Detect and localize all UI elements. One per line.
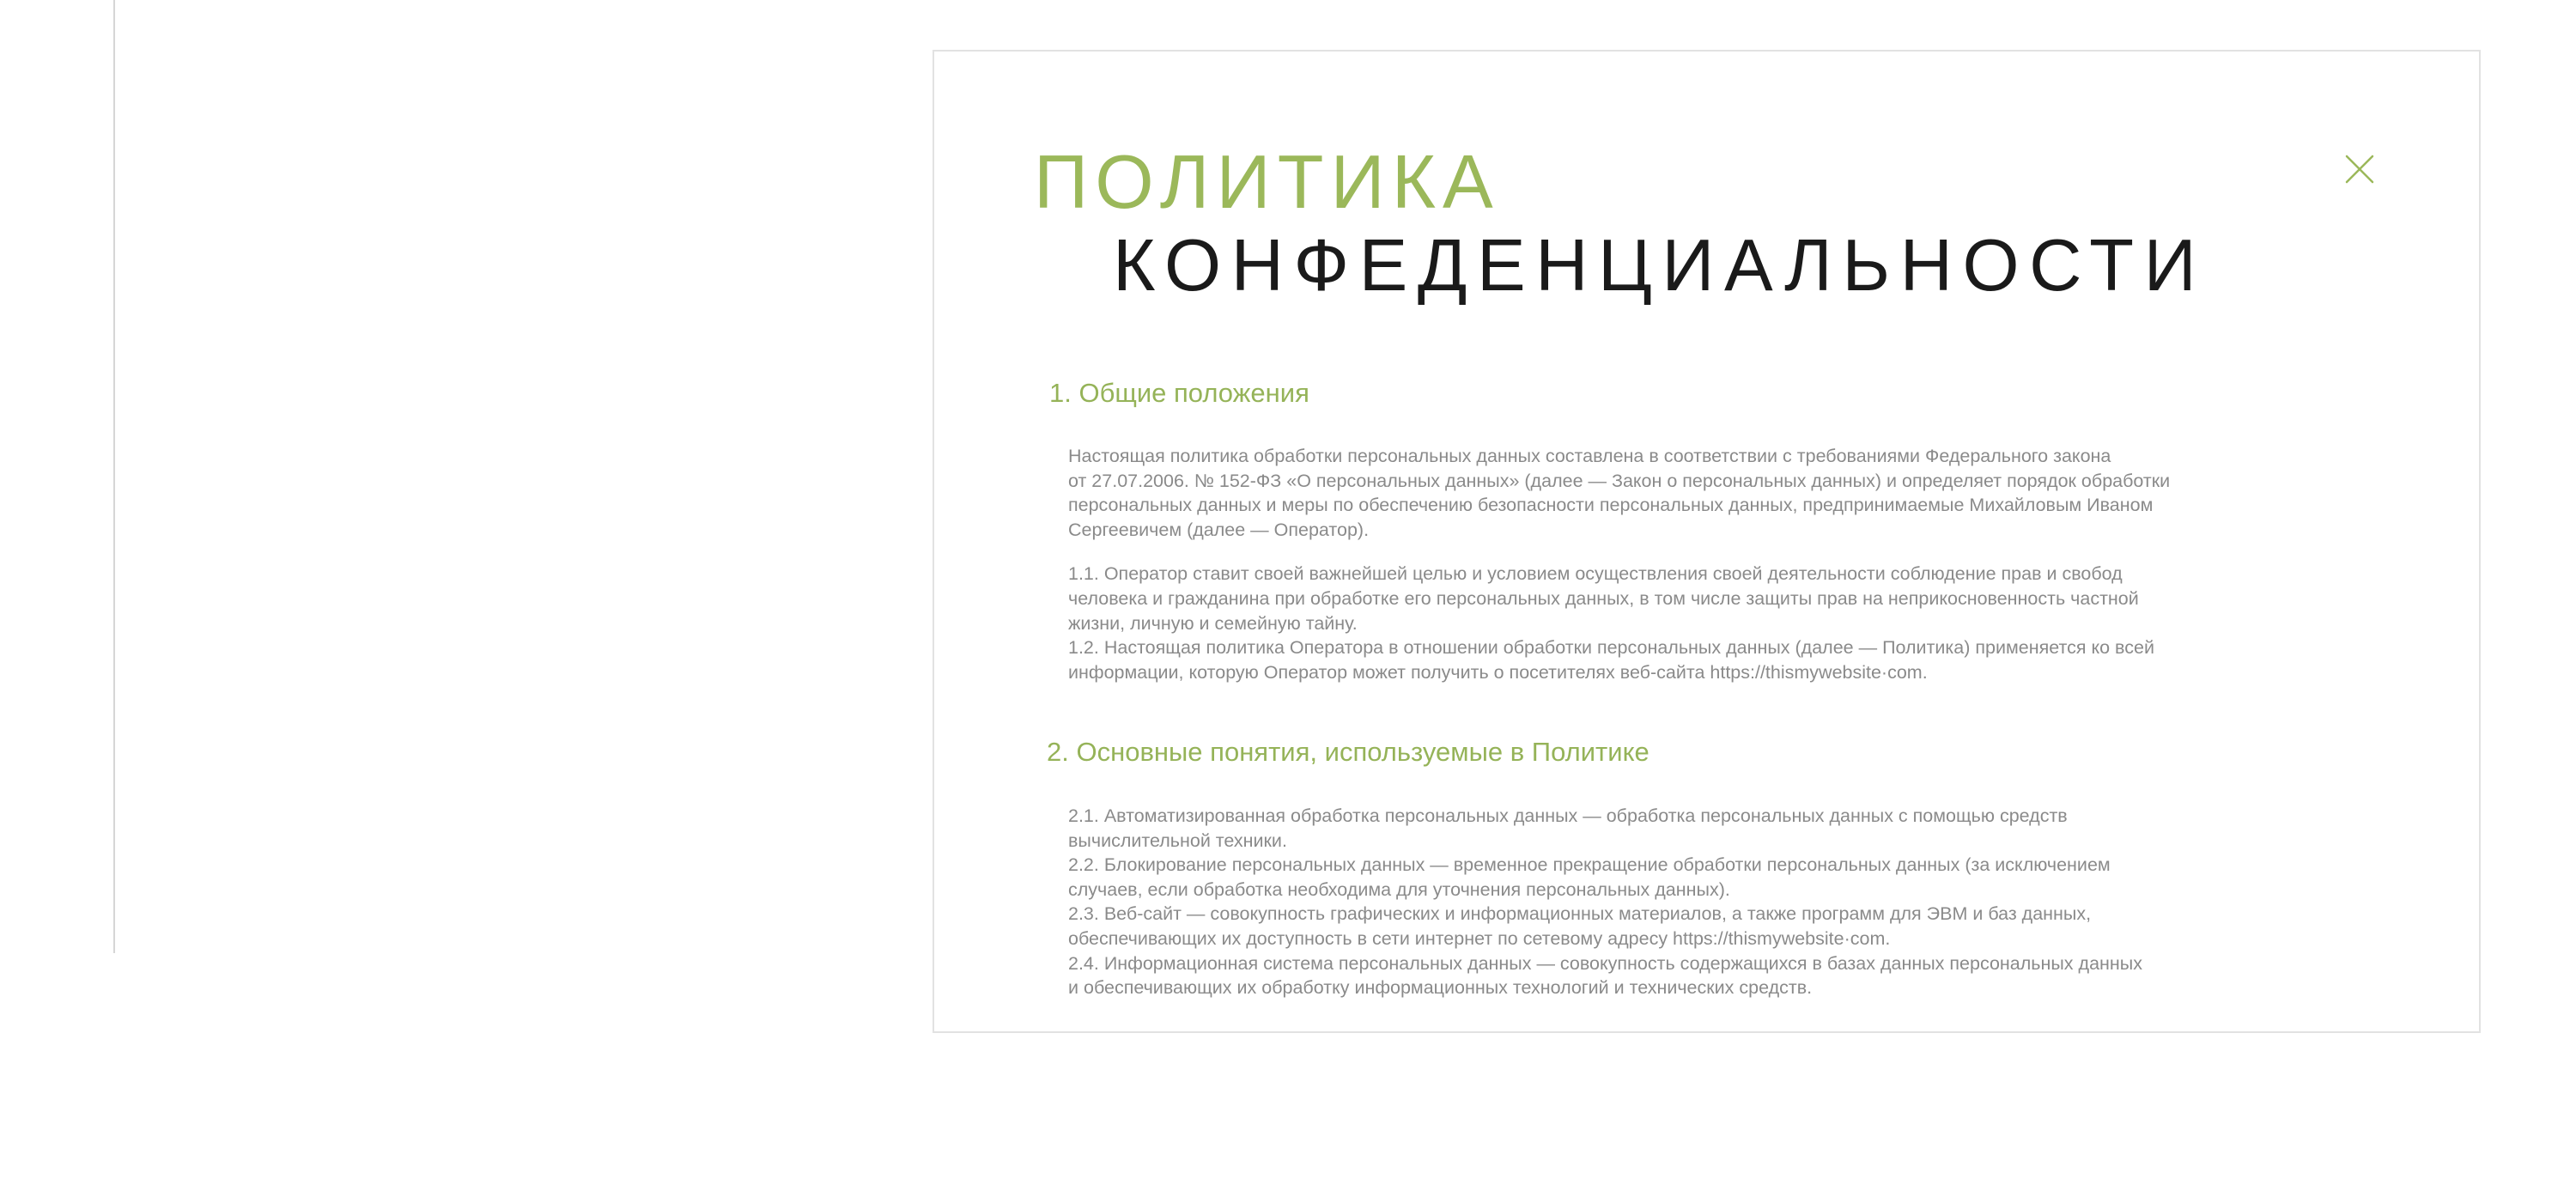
text-line: 2.2. Блокирование персональных данных — временное прекращение обработки персональных данных (за исключением <box>1068 854 2111 876</box>
text-line: человека и гражданина при обработке его персональных данных, в том числе защиты прав на неприкосновенность частной <box>1068 587 2139 609</box>
page-title-line1: ПОЛИТИКА <box>1034 139 1500 224</box>
section-heading-definitions: 2. Основные понятия, используемые в Политике <box>1047 737 1649 767</box>
text-line: от 27.07.2006. № 152-ФЗ «О персональных данных» (далее — Закон о персональных данных) и определяет порядок обработки <box>1068 470 2171 491</box>
paragraph-intro <box>1068 444 2339 542</box>
text-line: 1.1. Оператор ставит своей важнейшей целью и условием осуществления своей деятельности соблюдение прав и свобод <box>1068 563 2123 585</box>
text-line: 1.2. Настоящая политика Оператора в отношении обработки персональных данных (далее — Политика) применяется ко всей <box>1068 637 2154 659</box>
text-line: 2.3. Веб-сайт — совокупность графических и информационных материалов, а также программ для ЭВМ и баз данных, <box>1068 903 2092 925</box>
section-body-definitions <box>1068 804 2339 1000</box>
paragraph-clauses <box>1068 562 2339 684</box>
text-line: 2.1. Автоматизированная обработка персональных данных — обработка персональных данных с помощью средств <box>1068 805 2068 826</box>
text-line: персональных данных и меры по обеспечению безопасности персональных данных, предпринимаемые Михайловым Иваном <box>1068 495 2154 516</box>
section-heading-general: 1. Общие положения <box>1049 378 1309 408</box>
text-line: и обеспечивающих их обработку информационных технологий и технических средств. <box>1068 977 1813 999</box>
page-divider-line <box>113 0 115 953</box>
text-line: Сергеевичем (далее — Оператор). <box>1068 519 1370 540</box>
text-line: обеспечивающих их доступность в сети интернет по сетевому адресу https://thismywebsite·com. <box>1068 927 1891 949</box>
text-line: Настоящая политика обработки персональных данных составлена в соответствии с требованиями Федерального закона <box>1068 446 2111 466</box>
close-button[interactable] <box>2344 154 2375 185</box>
text-line: 2.4. Информационная система персональных данных — совокупность содержащихся в базах данных персональных данных <box>1068 952 2142 974</box>
section-body-general <box>1068 444 2339 684</box>
page-title-line2: КОНФЕДЕНЦИАЛЬНОСТИ <box>1113 225 2207 307</box>
text-line: информации, которую Оператор может получить о посетителях веб-сайта https://thismywebsite·com. <box>1068 661 1928 683</box>
privacy-policy-modal <box>933 50 2481 1033</box>
close-icon <box>2344 154 2375 185</box>
text-line: вычислительной техники. <box>1068 830 1287 851</box>
text-line: жизни, личную и семейную тайну. <box>1068 612 1358 634</box>
text-line: случаев, если обработка необходима для уточнения персональных данных). <box>1068 878 1730 900</box>
